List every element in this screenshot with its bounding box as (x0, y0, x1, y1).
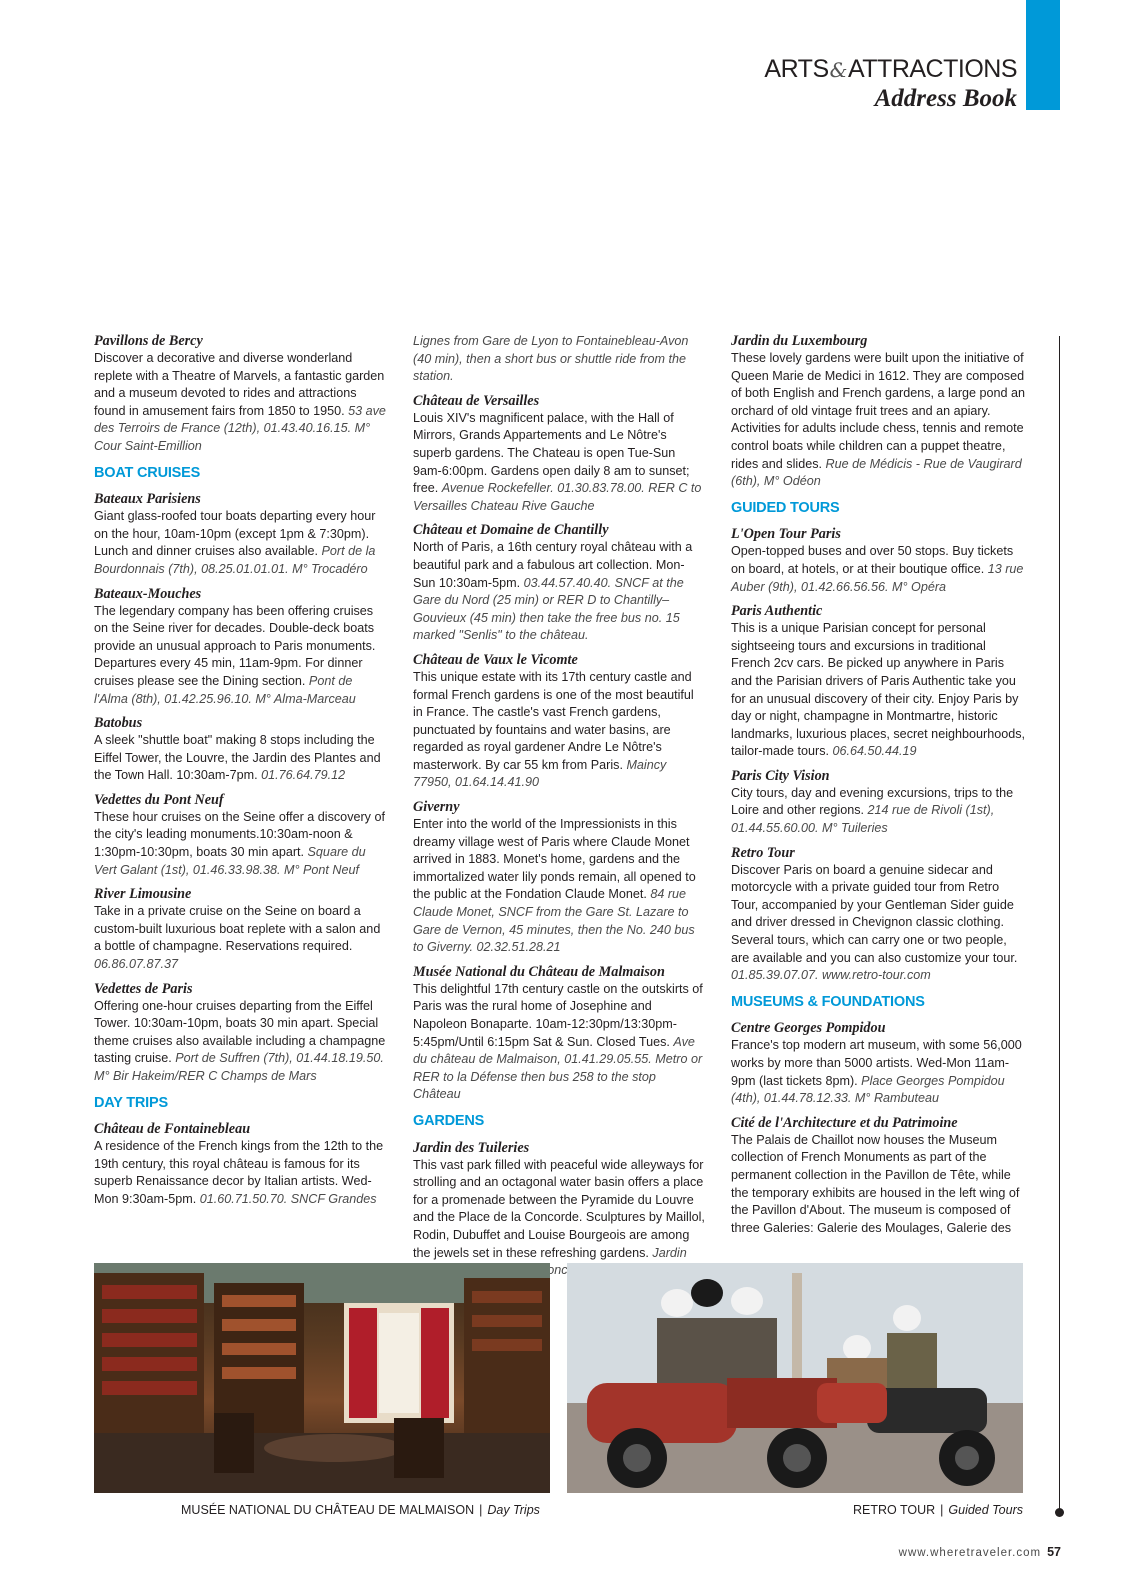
section-header (764, 54, 1017, 113)
listing-desc: Take in a private cruise on the Seine on board a custom-built luxurious boat replete with a salon and a bottle of champagne. Reservations required. (94, 904, 381, 954)
listing-name: Jardin du Luxembourg (731, 333, 868, 349)
column-2 (413, 333, 706, 1287)
section-heading: GARDENS (413, 1112, 485, 1129)
listing-name: Vedettes du Pont Neuf (94, 791, 224, 808)
listing (413, 964, 706, 1104)
listing-address: 53 ave des Terroirs de France (12th), 01.43.40.16.15. M° Cour Saint-Emillion (94, 403, 386, 453)
rule-end-dot (1055, 1508, 1064, 1517)
listing (731, 1020, 1028, 1107)
listing-address: 06.64.50.44.19 (832, 744, 917, 759)
listing (413, 652, 706, 792)
listing-address: Maincy 77950, 01.64.14.41.90 (413, 757, 667, 790)
listing-name: Musée National du Château de Malmaison (413, 963, 665, 980)
listing (413, 1140, 706, 1280)
listing-desc: The Palais de Chaillot now houses the Museum collection of French Monuments as part of the permanent collection in the Pavillon de Tête, while the temporary exhibits are housed in the left wing of the Pavillon d'About. The museum is composed of three Galeries: Galerie des Moulages, Galerie des (731, 1132, 1020, 1235)
listing-desc: North of Paris, a 16th century royal château with a beautiful park and a fabulous art collection. Mon-Sun 10:30am-5pm. (413, 540, 693, 590)
listing-name: L'Open Tour Paris (731, 526, 841, 543)
photo-caption-left (181, 1503, 540, 1517)
listing (731, 1115, 1028, 1238)
listing-desc: These lovely gardens were built upon the initiative of Queen Marie de Medici in 1612. They are composed of both English and French gardens, a large pond an orchard of old vintage fruit trees and an apiary. Activities for adults include chess, tennis and remote control boats while children can a puppet theatre, rides and slides. (731, 351, 1026, 471)
sidecar-illustration (567, 1263, 1023, 1493)
listing-desc: Enter into the world of the Impressionists in this dreamy village west of Paris where Claude Monet arrived in 1883. Monet's home, gardens and the immortalized water lily ponds remain, all opened to the public at the Fondation Claude Monet. (413, 817, 696, 902)
caption-title: MUSÉE NATIONAL DU CHÂTEAU DE MALMAISON (181, 1503, 475, 1517)
listing-desc: The legendary company has been offering cruises on the Seine river for decades. Double-deck boats provide an unusual approach to Paris monuments. Departures every 45 min, 11am-9pm. For dinner cruises please see the Dining section. (94, 603, 376, 688)
title-ampersand: & (829, 58, 847, 82)
listing-name: Batobus (94, 715, 143, 732)
listing (413, 393, 706, 516)
column-1 (94, 333, 388, 1216)
listing-address: Pont de l'Alma (8th), 01.42.25.96.10. M° Alma-Marceau (94, 673, 356, 706)
listing-address: 01.85.39.07.07. www.retro-tour.com (731, 968, 931, 983)
listing-name: Bateaux-Mouches (94, 585, 202, 602)
section-title (764, 54, 1017, 85)
listing (731, 526, 1028, 596)
listing-address: Avenue Rockefeller. 01.30.83.78.00. RER C to Versailles Chateau Rive Gauche (413, 481, 702, 513)
listing-address: 03.44.57.40.40. SNCF at the Gare du Nord (25 min) or RER D to Chantilly–Gouvieux (45 min) then take the free bus no. 15 marked "Senlis" to the château. (413, 575, 684, 643)
listing-address: Jardin Concorde (538, 1245, 687, 1278)
caption-category: Day Trips (487, 1503, 540, 1517)
caption-separator: | (479, 1503, 483, 1517)
photo-malmaison-library (94, 1263, 550, 1493)
listing-name: Paris City Vision (731, 767, 830, 784)
caption-title: RETRO TOUR (852, 1503, 936, 1517)
listing-address: Port de la Bourdonnais (7th), 08.25.01.01.01. M° Trocadéro (94, 544, 376, 576)
listing-name: Vedettes de Paris (94, 980, 193, 997)
listing-desc: Giant glass-roofed tour boats departing every hour on the hour, 10am-10pm (except 1pm & 7:30pm). Lunch and dinner cruises also available. (94, 509, 376, 559)
listing (94, 886, 388, 973)
page-footer (899, 1545, 1061, 1559)
listing-desc: Discover Paris on board a genuine sidecar and motorcycle with a private guided tour from Retro Tour, accompanied by your Gentleman Sider guide and driver dressed in Chevignon classic clothing. Several tours, which can carry one or two people, are available and you can also customize your tour. (731, 862, 1018, 965)
section-heading: GUIDED TOURS (731, 499, 840, 516)
listing (413, 522, 706, 645)
listing (413, 799, 706, 957)
column-3 (731, 333, 1028, 1244)
title-attractions: ATTRACTIONS (847, 55, 1017, 83)
photo-retro-tour-sidecar (567, 1263, 1023, 1493)
listing-name: Bateaux Parisiens (94, 491, 201, 508)
listing-address: Square du Vert Galant (1st), 01.46.33.98.38. M° Pont Neuf (94, 845, 366, 877)
caption-separator: | (940, 1503, 944, 1517)
section-subtitle: Address Book (874, 85, 1017, 112)
listing-desc: These hour cruises on the Seine offer a discovery of the city's leading monuments.10:30am-noon & 1:30pm-10:30pm, boats 30 min apart. (94, 809, 385, 860)
listing-address: 13 rue Auber (9th), 01.42.66.56.56. M° Opéra (731, 561, 1024, 594)
title-arts: ARTS (764, 55, 829, 83)
listing (731, 845, 1028, 985)
accent-bar (1026, 0, 1060, 110)
listing-name: Paris Authentic (731, 603, 823, 620)
listing-name: Cité de l'Architecture et du Patrimoine (731, 1114, 958, 1131)
listing-address: 84 rue Claude Monet, SNCF from the Gare St. Lazare to Gare de Vernon, 45 minutes, then the No. 240 bus to Giverny. 02.32.51.28.21 (413, 887, 695, 955)
listing-desc: Offering one-hour cruises departing from the Eiffel Tower. 10:30am-10pm, boats 30 min apart. Special theme cruises also available including a champagne tasting cruise. (94, 998, 386, 1066)
photo-caption-right (853, 1503, 1023, 1517)
section-heading: DAY TRIPS (94, 1094, 168, 1111)
listing-desc: France's top modern art museum, with some 56,000 works by more than 5000 artists. Wed-Mon 11am-9pm (last tickets 8pm). (731, 1038, 1022, 1088)
listing (731, 603, 1028, 761)
listing (94, 981, 388, 1086)
listing-desc: Open-topped buses and over 50 stops. Buy tickets on board, at hotels, or at their boutique office. (731, 544, 1014, 576)
listing-name: Giverny (413, 799, 460, 816)
listing-address: 01.60.71.50.70. SNCF Grandes (199, 1191, 377, 1206)
listing-address: Rue de Médicis - Rue de Vaugirard (6th), M° Odéon (731, 456, 1022, 489)
listing-address: Port de Suffren (7th), 01.44.18.19.50. M° Bir Hakeim/RER C Champs de Mars (94, 1051, 384, 1083)
listing-address: 06.86.07.87.37 (94, 957, 179, 972)
listing-address: Lignes from Gare de Lyon to Fontainebleau-Avon (40 min), then a short bus or shuttle ride from the station. (413, 334, 689, 384)
listing-name: Centre Georges Pompidou (731, 1020, 886, 1037)
listing-continued (413, 333, 706, 386)
listing-name: Pavillons de Bercy (94, 333, 203, 349)
listing-name: Château de Vaux le Vicomte (413, 651, 578, 668)
listing-name: Jardin des Tuileries (413, 1139, 530, 1156)
listing (731, 768, 1028, 838)
listing-address: Ave du château de Malmaison, 01.41.29.05.55. Metro or RER to la Défense then bus 258 to the stop Château (413, 1034, 703, 1102)
listing-desc: City tours, day and evening excursions, trips to the Loire and other regions. (731, 785, 1014, 818)
listing (94, 792, 388, 879)
listing-name: Château de Fontainebleau (94, 1121, 251, 1138)
listing (94, 715, 388, 785)
listing (94, 1121, 388, 1208)
listing-name: River Limousine (94, 886, 192, 903)
listing-name: Château et Domaine de Chantilly (413, 522, 609, 539)
listing-desc: This delightful 17th century castle on the outskirts of Paris was the rural home of Josephine and Napoleon Bonaparte. 10am-12:30pm/13:30pm-5:45pm/Until 6:15pm Sat & Sun. Closed Tues. (413, 981, 703, 1049)
section-heading: MUSEUMS & FOUNDATIONS (731, 993, 925, 1010)
listing-address: 01.76.64.79.12 (261, 768, 346, 783)
page-number: 57 (1047, 1545, 1061, 1559)
column-rule (1059, 336, 1060, 1516)
listing-desc: This is a unique Parisian concept for personal sightseeing tours and excursions in traditional French 2cv cars. Be picked up anywhere in Paris and the Parisian drivers of Paris Authentic take you for an unusual discovery of their city. Enjoy Paris by day or night, champagne in Montmartre, historic landmarks, luxurious places, secret neighbourhoods, tailor-made tours. (731, 621, 1026, 759)
listing-desc: A residence of the French kings from the 12th to the 19th century, this royal château is famous for its superb Renaissance decor by Italian artists. Wed-Mon 9:30am-5pm. (94, 1139, 384, 1206)
listing-desc: A sleek "shuttle boat" making 8 stops including the Eiffel Tower, the Louvre, the Jardin des Plantes and the Town Hall. 10:30am-7pm. (94, 733, 381, 783)
listing (94, 491, 388, 578)
section-heading: BOAT CRUISES (94, 464, 201, 481)
caption-category: Guided Tours (948, 1503, 1023, 1517)
footer-website: www.wheretraveler.com (898, 1547, 1042, 1559)
listing-address: 214 rue de Rivoli (1st), 01.44.55.60.00. M° Tuileries (731, 803, 995, 836)
listing-name: Château de Versailles (413, 392, 540, 409)
listing (731, 333, 1028, 491)
library-illustration (94, 1263, 550, 1493)
listing-desc: Louis XIV's magnificent palace, with the Hall of Mirrors, Grands Appartements and Le Nôtre's superb gardens. The Chateau is open Tue-Sun 9am-6:00pm. Gardens open daily 8 am to sunset; free. (413, 410, 690, 496)
listing-desc: This vast park filled with peaceful wide alleyways for strolling and an octagonal water basin offers a place for a promenade between the Pyramide du Louvre and the Place de la Concorde. Sculptures by Maillol, Rodin, Dubuffet and Louise Bourgeois are among the jewels set in these refreshing gardens. (413, 1157, 705, 1260)
listing (94, 333, 388, 456)
listing-name: Retro Tour (731, 844, 795, 861)
listing-desc: This unique estate with its 17th century castle and formal French gardens is one of the most beautiful in France. The castle's vast French gardens, punctuated by fountains and water basins, are regarded as royal gardener Andre Le Nôtre's masterwork. By car 55 km from Paris. (413, 669, 694, 772)
listing-desc: Discover a decorative and diverse wonderland replete with a Theatre of Marvels, a fantastic garden and a museum devoted to rides and attractions found in amusement fairs from 1850 to 1950. (94, 351, 385, 418)
listing-address: Place Georges Pompidou (4th), 01.44.78.12.33. M° Rambuteau (731, 1073, 1005, 1106)
listing (94, 586, 388, 709)
